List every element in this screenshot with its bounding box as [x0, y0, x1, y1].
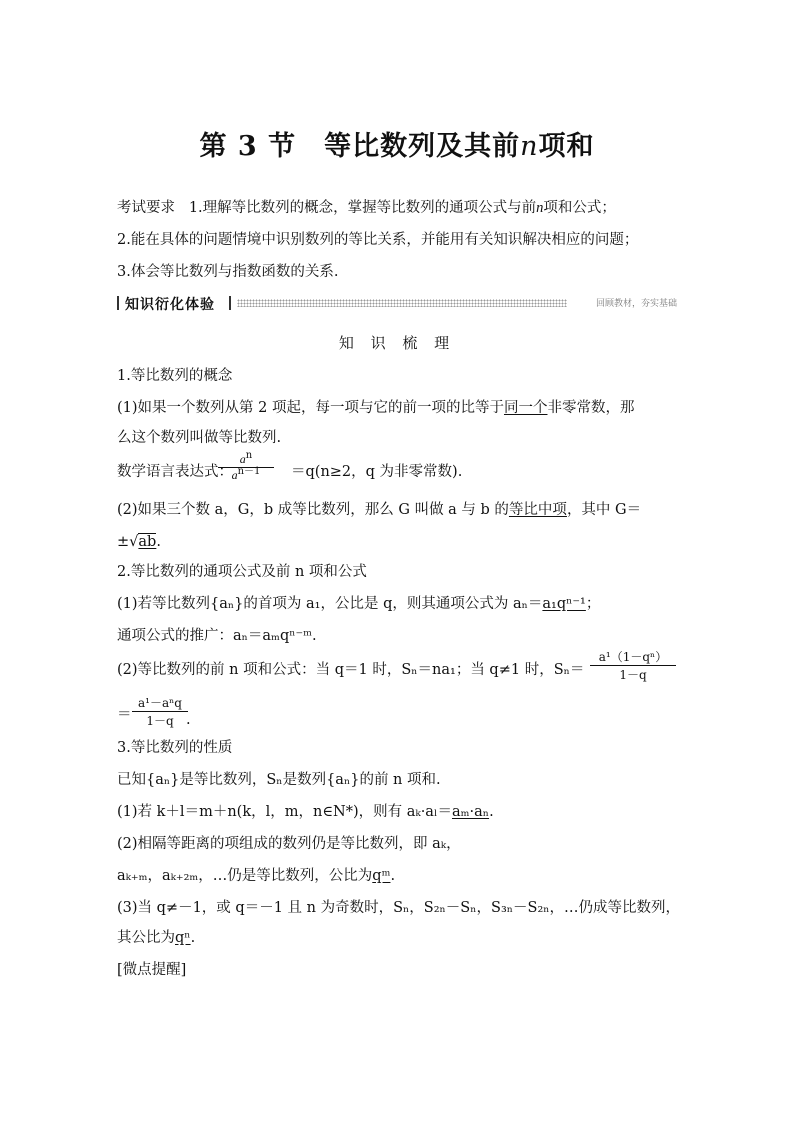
s1-p1-a: (1)如果一个数列从第 2 项起，每一项与它的前一项的比等于 — [117, 400, 504, 416]
sum-fraction-1-numerator: a¹（1－qⁿ） — [598, 650, 668, 664]
s3-p1-underlined: aₘ·aₙ — [451, 804, 490, 820]
s2-heading: 2.等比数列的通项公式及前 n 项和公式 — [117, 564, 367, 580]
s1-p1-cont: 么这个数列叫做等比数列. — [117, 430, 282, 446]
den-a: a — [231, 468, 238, 482]
requirements-line-1 — [117, 198, 616, 218]
s1-p2-end: . — [156, 534, 161, 550]
s3-p4: (3)当 q≠－1，或 q＝－1 且 n 为奇数时，Sₙ，S₂ₙ－Sₙ，S₃ₙ－S₂ₙ，…仍成等比数列， — [117, 900, 681, 916]
banner-bar-right — [229, 296, 231, 310]
s1-heading: 1.等比数列的概念 — [117, 368, 233, 384]
sqrt-content: ab — [138, 534, 157, 550]
s1-p2 — [117, 500, 641, 520]
title-prefix: 第 — [199, 131, 228, 162]
s1-p2-a: (2)如果三个数 a，G，b 成等比数列，那么 G 叫做 a 与 b 的 — [117, 502, 509, 518]
s2-p1 — [117, 594, 600, 614]
ratio-numerator — [218, 452, 274, 467]
s3-p5-end: . — [190, 930, 196, 946]
s3-p1-text: (1)若 k＋l＝m＋n(k，l，m，n∈N*)，则有 aₖ·aₗ＝ — [117, 804, 452, 820]
s2-p1-end: ； — [585, 596, 601, 612]
s3-p5-underlined: qⁿ — [175, 930, 191, 946]
num-sup: n — [245, 450, 253, 461]
s2-p1-underlined: a₁qⁿ⁻¹ — [542, 596, 586, 612]
banner-right-text: 回顾教材，夯实基础 — [595, 299, 677, 309]
den-sup: n－1 — [237, 466, 261, 477]
title-suffix: 项和 — [538, 131, 595, 162]
num-a: a — [239, 452, 246, 466]
s3-p0: 已知{aₙ}是等比数列，Sₙ是数列{aₙ}的前 n 项和. — [117, 772, 441, 788]
section-subtitle: 知 识 梳 理 — [338, 334, 456, 352]
s2-p4: ＝ — [117, 707, 132, 723]
s3-p2: (2)相隔等距离的项组成的数列仍是等比数列，即 aₖ， — [117, 836, 461, 852]
s1-p1-b: 非零常数，那 — [547, 400, 635, 416]
s2-p4-dot: . — [186, 712, 191, 728]
s3-p5-text: 其公比为 — [117, 930, 175, 946]
s2-p3: (2)等比数列的前 n 项和公式：当 q＝1 时，Sₙ＝na₁；当 q≠1 时，Sₙ＝ — [117, 662, 585, 678]
sum-fraction-1-denominator: 1－q — [590, 665, 676, 683]
s3-p3-underlined: qᵐ — [372, 868, 391, 884]
sum-fraction-1 — [590, 648, 676, 683]
s1-p2-underlined: 等比中项 — [508, 502, 567, 518]
micro-tip: [微点提醒] — [117, 962, 187, 978]
s1-p2-b: ，其中 G＝ — [566, 502, 642, 518]
s1-p1 — [117, 398, 634, 418]
requirements-text-1: 1.理解等比数列的概念，掌握等比数列的通项公式与前 — [188, 200, 537, 216]
title-middle: 节 等比数列及其前 — [268, 131, 521, 162]
expr-label: 数学语言表达式： — [117, 464, 233, 480]
s3-p1 — [117, 802, 494, 822]
requirements-text-1-end: 项和公式； — [543, 200, 616, 216]
s3-heading: 3.等比数列的性质 — [117, 740, 233, 756]
page-title — [0, 124, 794, 163]
banner-dots — [237, 299, 567, 307]
banner-label: 知识衍化体验 — [125, 297, 215, 313]
sum-fraction-2-numerator: a¹－aⁿq — [138, 696, 182, 710]
plus-minus: ± — [117, 534, 130, 550]
title-n: n — [520, 131, 539, 162]
s3-p3-text: aₖ₊ₘ，aₖ₊₂ₘ，…仍是等比数列，公比为 — [117, 868, 373, 884]
s3-p3-end: . — [390, 868, 396, 884]
s1-expression — [117, 462, 462, 482]
sum-fraction-2 — [132, 694, 188, 729]
s3-p5 — [117, 928, 195, 948]
banner-bar-left — [117, 296, 119, 310]
expr-rest: ＝q(n≥2，q 为非零常数). — [291, 464, 463, 480]
ratio-fraction — [218, 452, 274, 483]
s3-p3 — [117, 866, 395, 886]
s1-p1-underlined: 同一个 — [503, 400, 548, 416]
requirements-n: n — [536, 200, 544, 216]
requirements-line-2: 2.能在具体的问题情境中识别数列的等比关系，并能用有关知识解决相应的问题； — [117, 232, 639, 248]
s1-p2-cont: ±√ab. — [117, 534, 161, 550]
s2-p1-text: (1)若等比数列{aₙ}的首项为 a₁，公比是 q，则其通项公式为 aₙ＝ — [117, 596, 543, 612]
sum-fraction-2-denominator: 1－q — [132, 711, 188, 729]
s3-p1-end: . — [489, 804, 494, 820]
ratio-denominator — [218, 467, 274, 483]
requirements-label: 考试要求 — [117, 200, 175, 216]
title-number: 3 — [237, 131, 258, 162]
s2-p2: 通项公式的推广：aₙ＝aₘqⁿ⁻ᵐ. — [117, 628, 317, 644]
requirements-line-3: 3.体会等比数列与指数函数的关系. — [117, 264, 339, 280]
section-banner — [117, 294, 677, 312]
